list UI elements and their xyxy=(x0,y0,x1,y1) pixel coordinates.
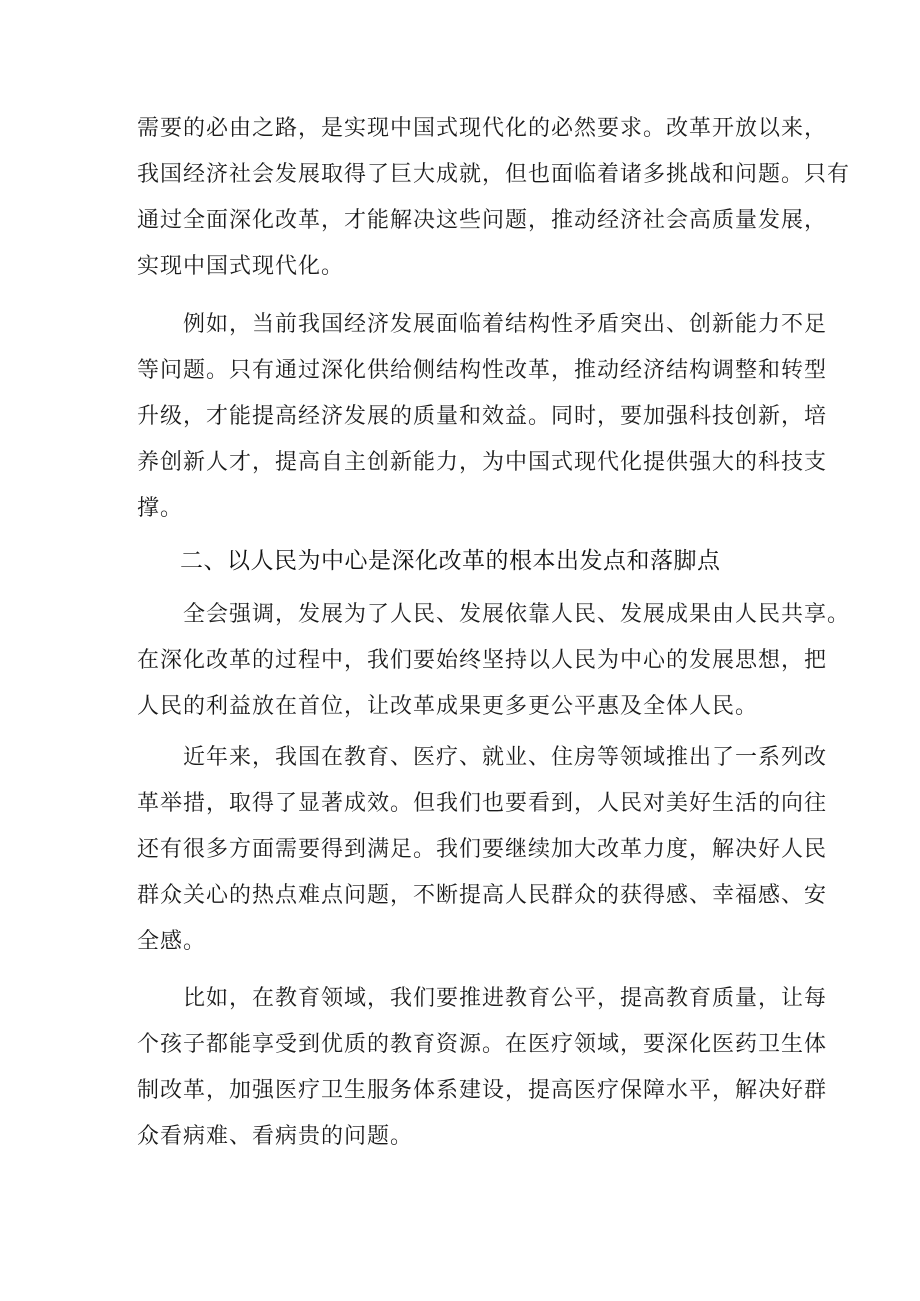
paragraph-line: 人民的利益放在首位，让改革成果更多更公平惠及全体人民。 xyxy=(137,694,759,719)
paragraph-line: 升级，才能提高经济发展的质量和效益。同时，要加强科技创新，培 xyxy=(137,404,828,429)
paragraph-line: 需要的必由之路，是实现中国式现代化的必然要求。改革开放以来， xyxy=(137,116,828,141)
paragraph-line: 比如，在教育领域，我们要推进教育公平，提高教育质量，让每 xyxy=(137,986,828,1011)
paragraph-line: 全会强调，发展为了人民、发展依靠人民、发展成果由人民共享。 xyxy=(137,602,851,627)
paragraph-line: 近年来，我国在教育、医疗、就业、住房等领域推出了一系列改 xyxy=(137,745,828,770)
paragraph-2 xyxy=(137,302,828,532)
paragraph-line: 革举措，取得了显著成效。但我们也要看到，人民对美好生活的向往 xyxy=(137,791,828,816)
paragraph-line: 通过全面深化改革，才能解决这些问题，推动经济社会高质量发展， xyxy=(137,208,828,233)
paragraph-line: 例如，当前我国经济发展面临着结构性矛盾突出、创新能力不足 xyxy=(137,312,828,337)
paragraph-line: 实现中国式现代化。 xyxy=(137,254,345,279)
paragraph-line: 我国经济社会发展取得了巨大成就，但也面临着诸多挑战和问题。只有 xyxy=(137,162,851,187)
paragraph-line: 养创新人才，提高自主创新能力，为中国式现代化提供强大的科技支 xyxy=(137,450,828,475)
paragraph-line: 众看病难、看病贵的问题。 xyxy=(137,1124,414,1149)
section-heading: 二、以人民为中心是深化改革的根本出发点和落脚点 xyxy=(180,548,721,574)
paragraph-4 xyxy=(137,735,828,965)
paragraph-line: 全感。 xyxy=(137,929,207,954)
paragraph-1 xyxy=(137,106,851,290)
paragraph-3 xyxy=(137,592,851,730)
paragraph-line: 在深化改革的过程中，我们要始终坚持以人民为中心的发展思想，把 xyxy=(137,648,828,673)
paragraph-line: 撑。 xyxy=(137,496,184,521)
paragraph-line: 群众关心的热点难点问题，不断提高人民群众的获得感、幸福感、安 xyxy=(137,883,828,908)
paragraph-line: 个孩子都能享受到优质的教育资源。在医疗领域，要深化医药卫生体 xyxy=(137,1032,828,1057)
paragraph-line: 还有很多方面需要得到满足。我们要继续加大改革力度，解决好人民 xyxy=(137,837,828,862)
paragraph-5 xyxy=(137,976,828,1160)
paragraph-line: 等问题。只有通过深化供给侧结构性改革，推动经济结构调整和转型 xyxy=(137,358,828,383)
paragraph-line: 制改革，加强医疗卫生服务体系建设，提高医疗保障水平，解决好群 xyxy=(137,1078,828,1103)
